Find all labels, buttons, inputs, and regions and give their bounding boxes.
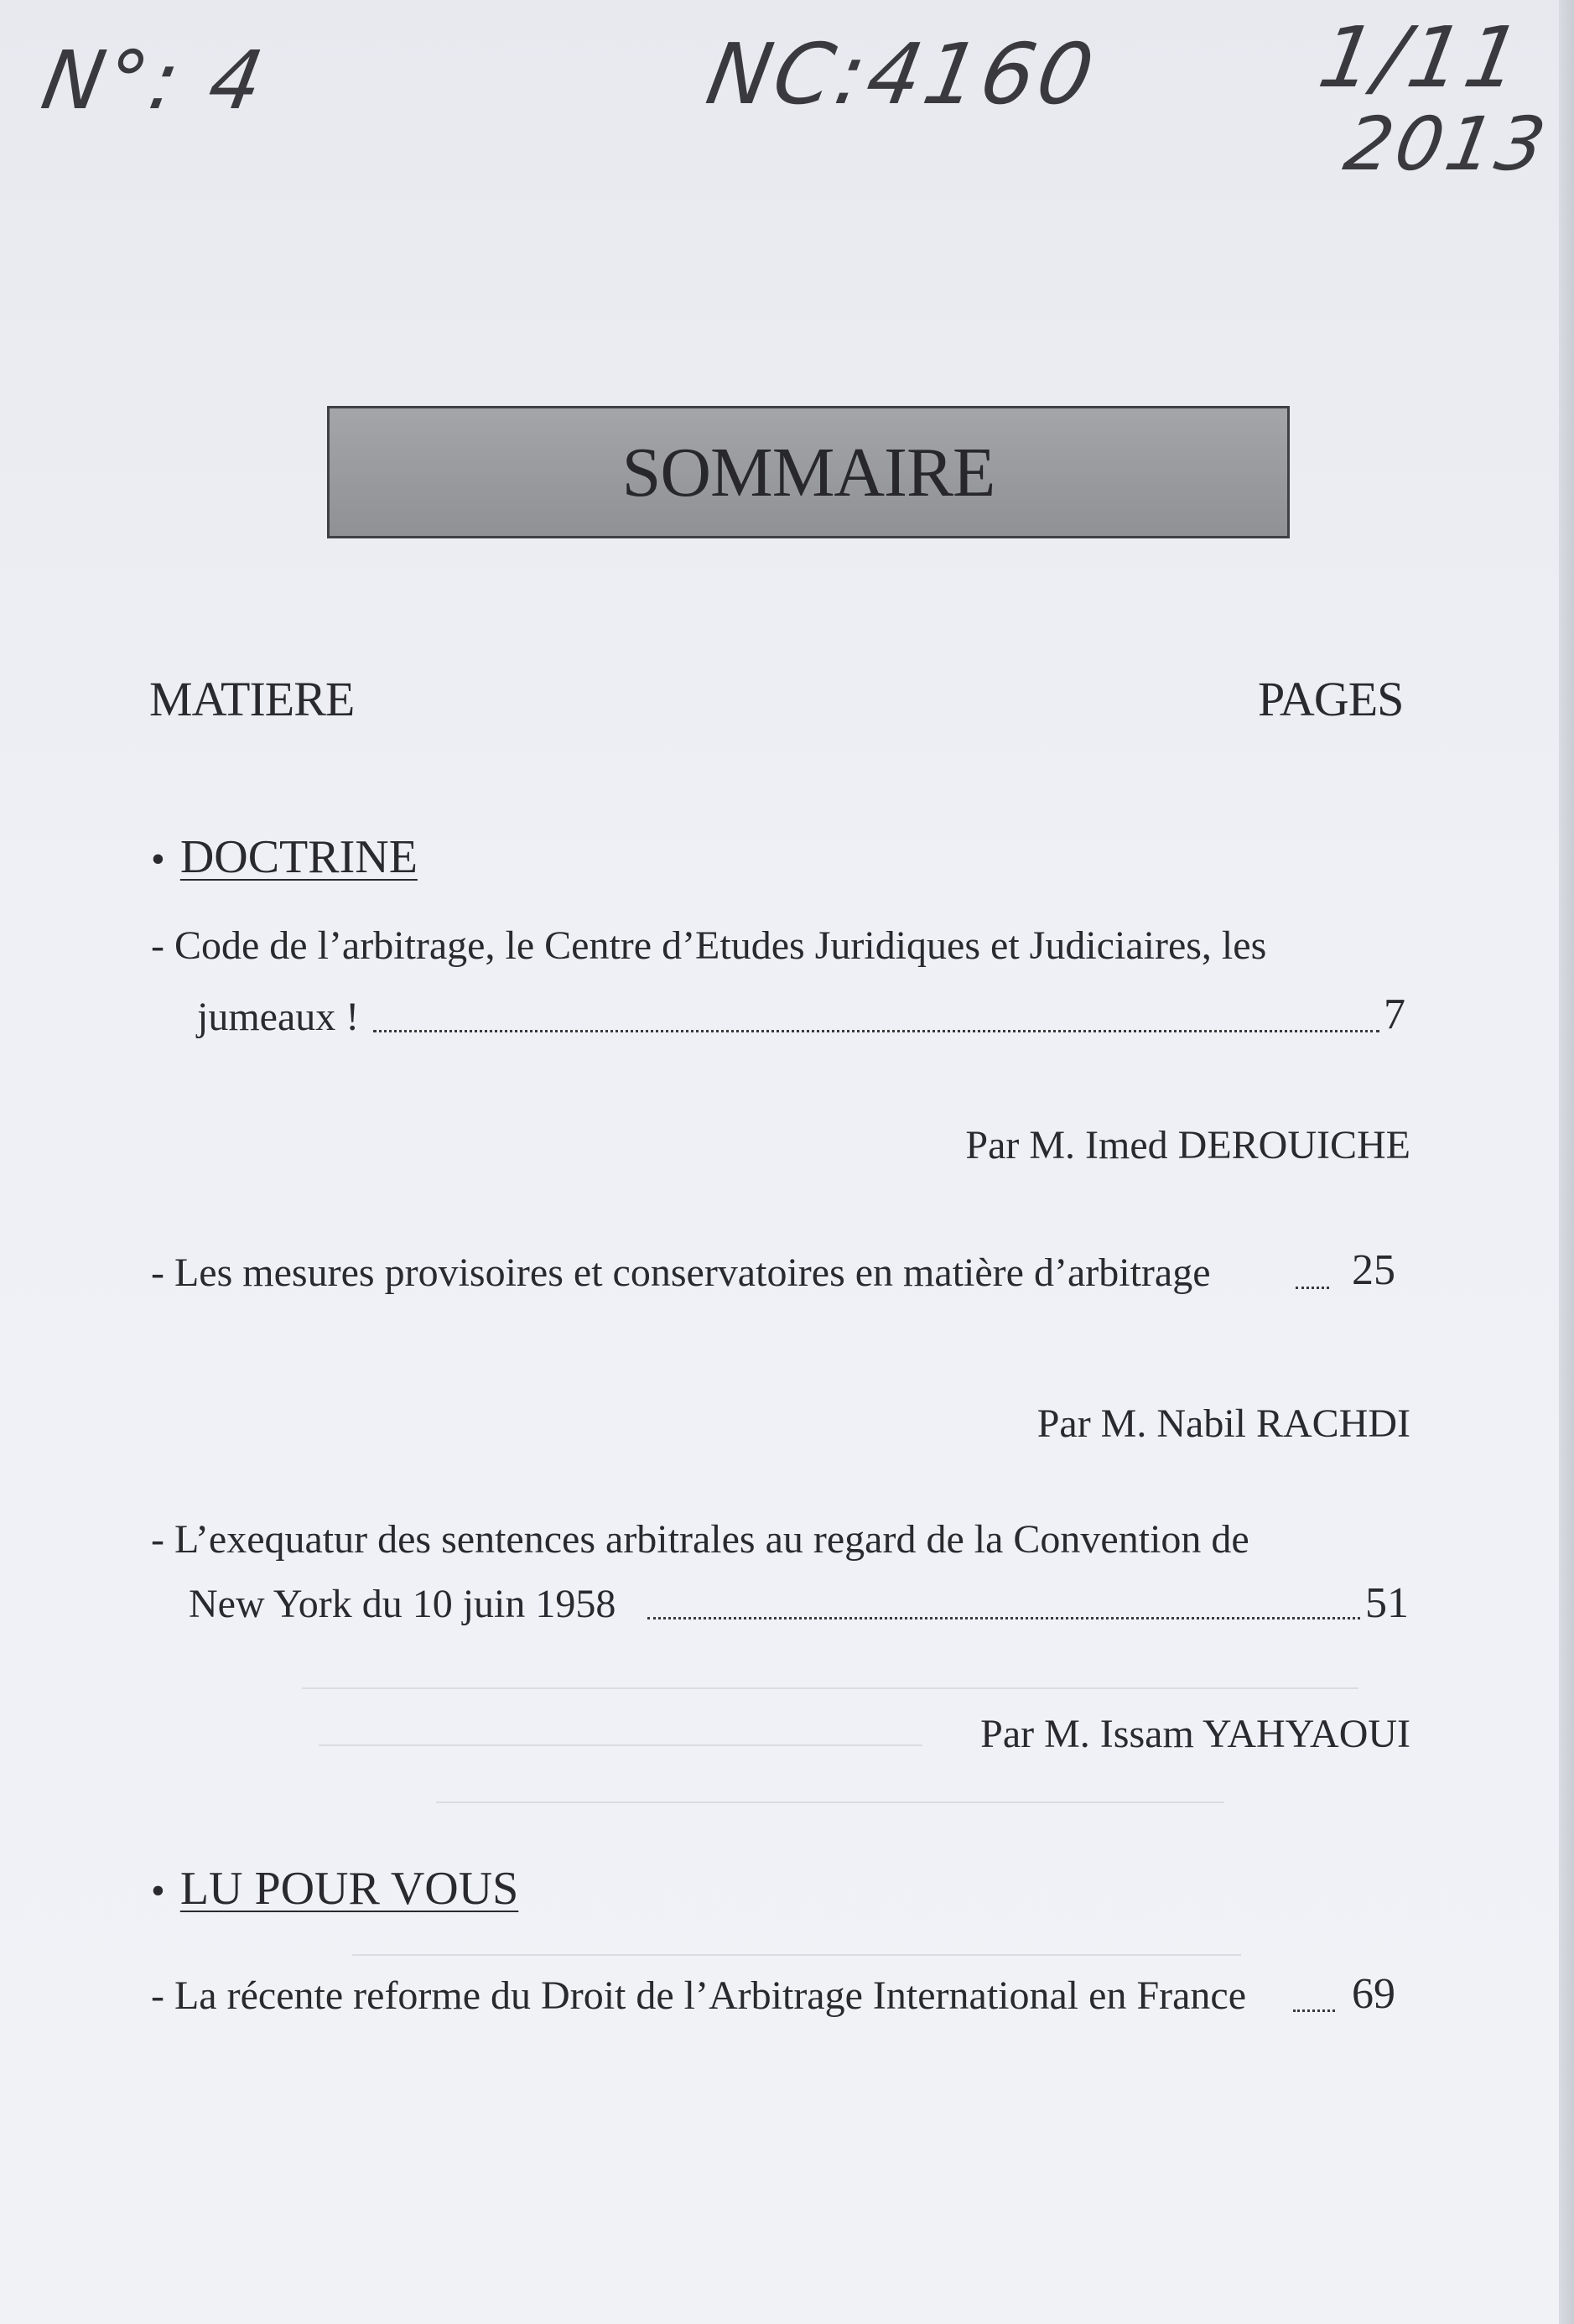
dot-leader <box>373 1030 1379 1032</box>
dash-marker: - <box>151 1973 164 2018</box>
show-through-rule <box>319 1744 922 1746</box>
bullet-icon: • <box>151 1869 165 1913</box>
dot-leader <box>1293 2009 1335 2012</box>
page-edge <box>1559 0 1574 2324</box>
toc-entry-title-continuation: New York du 10 juin 1958 <box>189 1582 616 1626</box>
toc-entry-text: L’exequatur des sentences arbitrales au regard de la Convention de <box>174 1517 1249 1562</box>
column-header-pages: PAGES <box>1258 672 1404 726</box>
show-through-text <box>344 579 351 614</box>
handwritten-year: 2013 <box>1338 101 1556 187</box>
toc-page-number: 69 <box>1352 1970 1395 2018</box>
page-title: SOMMAIRE <box>621 433 995 512</box>
toc-page-number: 51 <box>1365 1579 1409 1627</box>
toc-entry-author: Par M. Imed DEROUICHE <box>965 1123 1410 1167</box>
show-through-rule <box>436 1801 1224 1803</box>
dot-leader <box>1296 1287 1329 1289</box>
toc-entry-text: La récente reforme du Droit de l’Arbitrage International en France <box>174 1973 1247 2018</box>
dash-marker: - <box>151 1517 164 1562</box>
section-label: DOCTRINE <box>179 831 418 883</box>
toc-entry-title-line <box>151 1973 1246 2019</box>
dot-leader <box>647 1617 1360 1620</box>
show-through-rule <box>352 1954 1241 1956</box>
toc-entry-title-line <box>151 923 1409 969</box>
toc-entry-text: Les mesures provisoires et conservatoires en matière d’arbitrage <box>174 1250 1211 1295</box>
toc-entry-title-line <box>151 1250 1211 1296</box>
title-banner <box>327 406 1290 538</box>
handwritten-date: 1/11 <box>1312 8 1531 107</box>
handwritten-nc-number: NC:4160 <box>699 25 1104 123</box>
section-heading-doctrine <box>151 830 418 884</box>
toc-page-number: 7 <box>1384 990 1405 1038</box>
toc-entry-text: Code de l’arbitrage, le Centre d’Etudes Juridiques et Judiciaires, les <box>174 923 1267 968</box>
handwritten-issue-number: N°: 4 <box>35 34 273 127</box>
toc-entry-author: Par M. Nabil RACHDI <box>1036 1401 1410 1446</box>
dash-marker: - <box>151 923 164 968</box>
section-heading-lu-pour-vous <box>151 1862 518 1916</box>
show-through-rule <box>302 1687 1358 1689</box>
toc-page-number: 25 <box>1352 1246 1395 1294</box>
section-label: LU POUR VOUS <box>179 1863 519 1915</box>
toc-entry-author: Par M. Issam YAHYAOUI <box>980 1712 1410 1756</box>
bullet-icon: • <box>151 837 165 881</box>
toc-entry-title-line <box>151 1516 1409 1562</box>
toc-entry-title-continuation: jumeaux ! <box>197 995 360 1039</box>
dash-marker: - <box>151 1250 164 1295</box>
column-header-matiere: MATIERE <box>149 672 355 726</box>
